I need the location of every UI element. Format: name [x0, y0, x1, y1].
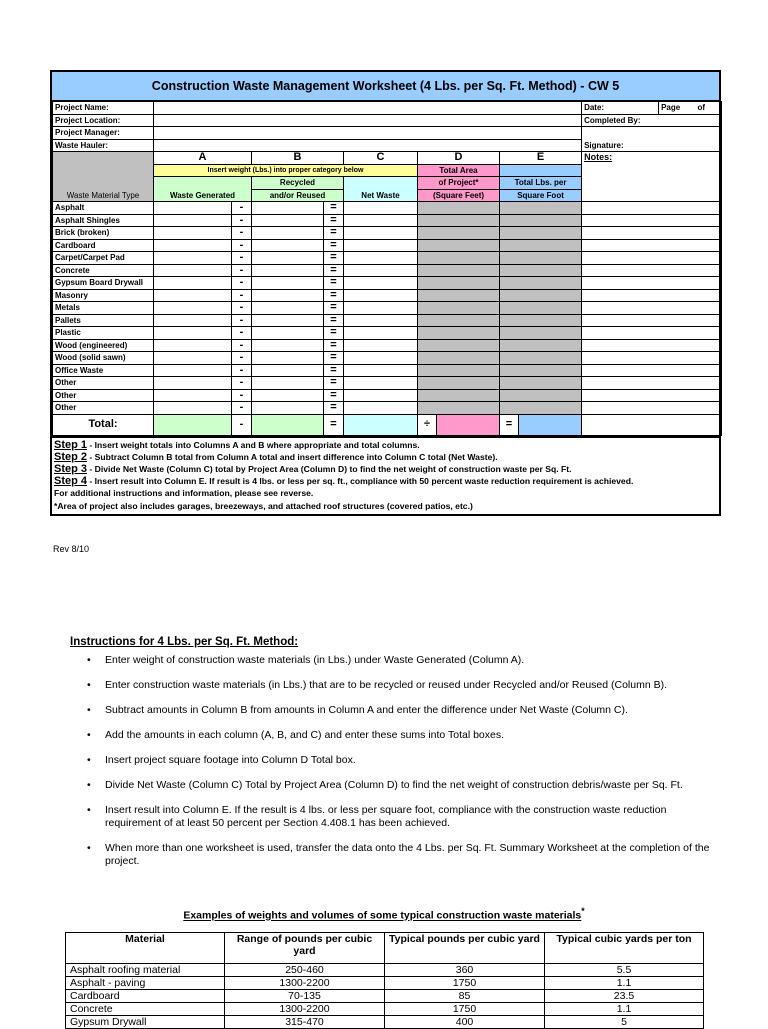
waste-material-type-header: Waste Material Type — [53, 152, 154, 202]
total-waste-generated[interactable] — [154, 414, 232, 435]
examples-row — [66, 1003, 704, 1016]
column-d-letter: D — [418, 152, 500, 165]
equals-sign: = — [324, 202, 344, 215]
waste-generated-cell[interactable] — [154, 302, 232, 315]
steps-section — [52, 436, 719, 514]
examples-cell: 23.5 — [545, 990, 704, 1003]
minus-sign: - — [232, 377, 252, 390]
minus-sign: - — [232, 339, 252, 352]
lbs-per-sqft-cell — [500, 227, 582, 240]
examples-cell: 85 — [385, 990, 545, 1003]
material-row — [53, 402, 722, 415]
notes-label: Notes: — [582, 152, 722, 202]
lbs-per-sqft-cell — [500, 327, 582, 340]
lbs-per-sqft-cell — [500, 377, 582, 390]
recycled-cell[interactable] — [252, 377, 324, 390]
notes-cell — [582, 302, 722, 315]
total-lbs-header-1: Total Lbs. per — [500, 177, 582, 190]
examples-cell: 1750 — [385, 977, 545, 990]
minus-sign: - — [232, 264, 252, 277]
recycled-cell[interactable] — [252, 252, 324, 265]
equals-sign: = — [324, 264, 344, 277]
minus-sign: - — [232, 227, 252, 240]
instruction-item: • Enter construction waste materials (in Lbs.) that are to be recycled or reused under Recycled and/or Reused (Column B). — [70, 679, 710, 692]
material-row — [53, 364, 722, 377]
recycled-cell[interactable] — [252, 389, 324, 402]
material-row — [53, 239, 722, 252]
project-manager-label: Project Manager: — [53, 127, 154, 140]
minus-sign: - — [232, 302, 252, 315]
examples-cell: Asphalt roofing material — [66, 964, 225, 977]
equals-sign: = — [324, 277, 344, 290]
examples-cell: Asphalt - paving — [66, 977, 225, 990]
area-cell — [418, 227, 500, 240]
material-name: Plastic — [53, 327, 154, 340]
project-manager-field[interactable] — [154, 127, 582, 140]
column-a-letter: A — [154, 152, 252, 165]
examples-cell: Concrete — [66, 1003, 225, 1016]
equals-sign: = — [324, 239, 344, 252]
equals-sign: = — [324, 364, 344, 377]
notes-cell — [582, 377, 722, 390]
instruction-item: • Insert project square footage into Column D Total box. — [70, 754, 710, 767]
notes-cell — [582, 352, 722, 365]
net-waste-cell[interactable] — [344, 264, 418, 277]
net-waste-cell[interactable] — [344, 289, 418, 302]
net-waste-cell[interactable] — [344, 227, 418, 240]
step-2: Step 2 - Subtract Column B total from Column A total and insert difference into Column C total (Net Waste). — [54, 450, 498, 463]
step-3: Step 3 - Divide Net Waste (Column C) total by Project Area (Column D) to find the net weight of construction waste per Sq. Ft. — [54, 462, 572, 475]
equals-sign: = — [324, 214, 344, 227]
step-1: Step 1 - Insert weight totals into Columns A and B where appropriate and total columns. — [54, 438, 420, 451]
net-waste-cell[interactable] — [344, 352, 418, 365]
notes-cell — [582, 252, 722, 265]
material-name: Wood (engineered) — [53, 339, 154, 352]
waste-generated-cell[interactable] — [154, 352, 232, 365]
waste-generated-header: Waste Generated — [154, 177, 252, 202]
net-waste-cell[interactable] — [344, 364, 418, 377]
recycled-cell[interactable] — [252, 327, 324, 340]
material-name: Gypsum Board Drywall — [53, 277, 154, 290]
column-b-letter: B — [252, 152, 344, 165]
total-label: Total: — [53, 414, 154, 435]
total-lbs-header-2: Square Foot — [500, 189, 582, 202]
total-area-header-1: Total Area — [418, 164, 500, 177]
examples-cell: 70-135 — [225, 990, 385, 1003]
notes-cell — [582, 227, 722, 240]
worksheet-grid — [52, 101, 722, 436]
material-name: Brick (broken) — [53, 227, 154, 240]
equals-sign: = — [324, 352, 344, 365]
waste-generated-cell[interactable] — [154, 402, 232, 415]
material-row — [53, 377, 722, 390]
material-name: Other — [53, 389, 154, 402]
project-name-field[interactable] — [154, 102, 582, 115]
material-name: Carpet/Carpet Pad — [53, 252, 154, 265]
lbs-per-sqft-cell — [500, 252, 582, 265]
instructions-heading: Instructions for 4 Lbs. per Sq. Ft. Method: — [70, 636, 299, 648]
material-row — [53, 314, 722, 327]
material-row — [53, 289, 722, 302]
insert-weight-instruction: Insert weight (Lbs.) into proper category below — [154, 164, 418, 177]
recycled-cell[interactable] — [252, 214, 324, 227]
lbs-per-sqft-cell — [500, 264, 582, 277]
minus-sign: - — [232, 277, 252, 290]
area-cell — [418, 352, 500, 365]
date-label: Date: — [582, 102, 659, 114]
material-row — [53, 389, 722, 402]
notes-cell — [582, 327, 722, 340]
recycled-cell[interactable] — [252, 277, 324, 290]
net-waste-cell[interactable] — [344, 389, 418, 402]
area-cell — [418, 327, 500, 340]
minus-sign: - — [232, 389, 252, 402]
lbs-per-sqft-cell — [500, 364, 582, 377]
material-name: Asphalt Shingles — [53, 214, 154, 227]
notes-cell — [582, 264, 722, 277]
page-label: Page — [661, 103, 681, 112]
instruction-item: • Enter weight of construction waste materials (in Lbs.) under Waste Generated (Column A). — [70, 654, 710, 667]
examples-cell: 250-460 — [225, 964, 385, 977]
examples-cell: Cardboard — [66, 990, 225, 1003]
area-cell — [418, 339, 500, 352]
waste-generated-cell[interactable] — [154, 214, 232, 227]
minus-sign: - — [232, 202, 252, 215]
area-cell — [418, 214, 500, 227]
waste-generated-cell[interactable] — [154, 314, 232, 327]
total-equals-sign: = — [324, 414, 344, 435]
waste-generated-cell[interactable] — [154, 364, 232, 377]
examples-cell: 360 — [385, 964, 545, 977]
result-equals-sign: = — [500, 415, 519, 435]
examples-header-cell: Material — [66, 933, 225, 964]
notes-cell — [582, 389, 722, 402]
area-cell — [418, 364, 500, 377]
notes-cell — [582, 402, 722, 415]
worksheet — [50, 70, 721, 516]
total-area-header-2: of Project* — [418, 177, 500, 190]
lbs-per-sqft-cell — [500, 339, 582, 352]
area-cell — [418, 202, 500, 215]
examples-cell: 1300-2200 — [225, 1003, 385, 1016]
instruction-item: • Divide Net Waste (Column C) Total by Project Area (Column D) to find the net weight of construction debris/waste per Sq. Ft. — [70, 779, 710, 792]
examples-header-cell: Typical cubic yards per ton — [545, 933, 704, 964]
waste-generated-cell[interactable] — [154, 377, 232, 390]
equals-sign: = — [324, 327, 344, 340]
equals-sign: = — [324, 402, 344, 415]
area-cell — [418, 264, 500, 277]
examples-cell: 1.1 — [545, 977, 704, 990]
net-waste-cell[interactable] — [344, 214, 418, 227]
examples-heading: Examples of weights and volumes of some typical construction waste materials* — [183, 906, 585, 922]
area-cell — [418, 402, 500, 415]
material-row — [53, 277, 722, 290]
material-row — [53, 252, 722, 265]
notes-cell — [582, 202, 722, 215]
recycled-cell[interactable] — [252, 339, 324, 352]
waste-generated-cell[interactable] — [154, 389, 232, 402]
step-4: Step 4 - Insert result into Column E. If result is 4 lbs. or less per sq. ft., compliance with 50 percent waste reduction requirement is achieved. — [54, 475, 634, 488]
waste-generated-cell[interactable] — [154, 202, 232, 215]
lbs-per-sqft-cell — [500, 214, 582, 227]
material-row — [53, 264, 722, 277]
minus-sign: - — [232, 327, 252, 340]
revision-label: Rev 8/10 — [53, 544, 90, 554]
examples-row — [66, 977, 704, 990]
minus-sign: - — [232, 252, 252, 265]
lbs-per-sqft-cell — [500, 202, 582, 215]
examples-cell: 315-470 — [225, 1016, 385, 1029]
examples-row — [66, 1016, 704, 1029]
examples-row — [66, 964, 704, 977]
instruction-item: • When more than one worksheet is used, transfer the data onto the 4 Lbs. per Sq. Ft. Summary Worksheet at the completion of the project. — [70, 842, 710, 868]
material-row — [53, 352, 722, 365]
lbs-per-sqft-cell — [500, 389, 582, 402]
material-name: Asphalt — [53, 202, 154, 215]
recycled-cell[interactable] — [252, 314, 324, 327]
material-row — [53, 339, 722, 352]
project-name-label: Project Name: — [53, 102, 154, 115]
notes-cell — [582, 364, 722, 377]
minus-sign: - — [232, 352, 252, 365]
examples-table — [65, 932, 704, 1029]
instruction-item: • Add the amounts in each column (A, B, and C) and enter these sums into Total boxes. — [70, 729, 710, 742]
instruction-item: • Insert result into Column E. If the result is 4 lbs. or less per square foot, compliance with the construction waste reduction requirement of at least 50 percent per Section 4.408.1 has been achieved. — [70, 804, 710, 830]
recycled-cell[interactable] — [252, 227, 324, 240]
area-footnote: *Area of project also includes garages, breezeways, and attached roof structures (covered patios, etc.) — [54, 500, 473, 511]
column-e-letter: E — [500, 152, 582, 165]
minus-sign: - — [232, 214, 252, 227]
area-cell — [418, 314, 500, 327]
waste-generated-cell[interactable] — [154, 264, 232, 277]
material-name: Pallets — [53, 314, 154, 327]
material-row — [53, 302, 722, 315]
material-name: Other — [53, 402, 154, 415]
equals-sign: = — [324, 314, 344, 327]
examples-header-cell: Range of pounds per cubic yard — [225, 933, 385, 964]
examples-cell: 400 — [385, 1016, 545, 1029]
equals-sign: = — [324, 339, 344, 352]
material-name: Other — [53, 377, 154, 390]
notes-cell — [582, 314, 722, 327]
area-cell — [418, 252, 500, 265]
material-row — [53, 327, 722, 340]
column-c-letter: C — [344, 152, 418, 165]
lbs-per-sqft-cell — [500, 402, 582, 415]
area-cell — [418, 239, 500, 252]
recycled-cell[interactable] — [252, 289, 324, 302]
waste-hauler-field[interactable] — [154, 139, 582, 152]
waste-generated-cell[interactable] — [154, 227, 232, 240]
completed-by-label: Completed By: — [582, 114, 722, 127]
recycled-header-1: Recycled — [252, 177, 344, 190]
recycled-cell[interactable] — [252, 352, 324, 365]
net-waste-cell[interactable] — [344, 402, 418, 415]
lbs-per-sqft-cell — [500, 277, 582, 290]
total-net-waste[interactable] — [344, 414, 418, 435]
equals-sign: = — [324, 377, 344, 390]
net-waste-cell[interactable] — [344, 377, 418, 390]
examples-header-cell: Typical pounds per cubic yard — [385, 933, 545, 964]
waste-hauler-label: Waste Hauler: — [53, 139, 154, 152]
notes-cell — [582, 277, 722, 290]
examples-cell: Gypsum Drywall — [66, 1016, 225, 1029]
instruction-item: • Subtract amounts in Column B from amounts in Column A and enter the difference under Net Waste (Column C). — [70, 704, 710, 717]
material-name: Wood (solid sawn) — [53, 352, 154, 365]
waste-generated-cell[interactable] — [154, 327, 232, 340]
project-location-field[interactable] — [154, 114, 582, 127]
signature-label: Signature: — [582, 127, 722, 152]
total-minus-sign: - — [232, 414, 252, 435]
equals-sign: = — [324, 389, 344, 402]
area-cell — [418, 302, 500, 315]
project-location-label: Project Location: — [53, 114, 154, 127]
recycled-header-2: and/or Reused — [252, 189, 344, 202]
area-cell — [418, 377, 500, 390]
recycled-cell[interactable] — [252, 239, 324, 252]
recycled-cell[interactable] — [252, 302, 324, 315]
material-row — [53, 214, 722, 227]
net-waste-cell[interactable] — [344, 277, 418, 290]
lbs-per-sqft-cell — [500, 289, 582, 302]
equals-sign: = — [324, 227, 344, 240]
recycled-cell[interactable] — [252, 202, 324, 215]
worksheet-title: Construction Waste Management Worksheet (4 Lbs. per Sq. Ft. Method) - CW 5 — [52, 72, 719, 101]
total-recycled[interactable] — [252, 414, 324, 435]
material-name: Metals — [53, 302, 154, 315]
waste-generated-cell[interactable] — [154, 339, 232, 352]
equals-sign: = — [324, 289, 344, 302]
material-row — [53, 202, 722, 215]
examples-row — [66, 990, 704, 1003]
equals-sign: = — [324, 252, 344, 265]
recycled-cell[interactable] — [252, 364, 324, 377]
examples-cell: 5.5 — [545, 964, 704, 977]
net-waste-cell[interactable] — [344, 239, 418, 252]
waste-generated-cell[interactable] — [154, 239, 232, 252]
material-name: Concrete — [53, 264, 154, 277]
recycled-cell[interactable] — [252, 402, 324, 415]
examples-cell: 5 — [545, 1016, 704, 1029]
net-waste-cell[interactable] — [344, 339, 418, 352]
total-lbs-per-sq-ft[interactable] — [519, 415, 581, 435]
total-project-area[interactable] — [437, 415, 499, 435]
net-waste-cell[interactable] — [344, 202, 418, 215]
examples-header-row — [66, 933, 704, 964]
minus-sign: - — [232, 289, 252, 302]
lbs-per-sqft-cell — [500, 314, 582, 327]
net-waste-cell[interactable] — [344, 252, 418, 265]
area-cell — [418, 289, 500, 302]
material-name: Office Waste — [53, 364, 154, 377]
notes-cell — [582, 339, 722, 352]
lbs-per-sqft-cell — [500, 302, 582, 315]
examples-cell: 1.1 — [545, 1003, 704, 1016]
net-waste-header: Net Waste — [344, 177, 418, 202]
notes-cell — [582, 239, 722, 252]
total-area-header-3: (Square Feet) — [418, 189, 500, 202]
notes-cell — [582, 289, 722, 302]
waste-generated-cell[interactable] — [154, 289, 232, 302]
examples-cell: 1300-2200 — [225, 977, 385, 990]
notes-cell — [582, 214, 722, 227]
examples-cell: 1750 — [385, 1003, 545, 1016]
equals-sign: = — [324, 302, 344, 315]
area-cell — [418, 389, 500, 402]
material-name: Cardboard — [53, 239, 154, 252]
instructions-list — [70, 654, 710, 880]
minus-sign: - — [232, 239, 252, 252]
net-waste-cell[interactable] — [344, 327, 418, 340]
minus-sign: - — [232, 402, 252, 415]
minus-sign: - — [232, 364, 252, 377]
waste-generated-cell[interactable] — [154, 252, 232, 265]
waste-generated-cell[interactable] — [154, 277, 232, 290]
area-cell — [418, 277, 500, 290]
lbs-per-sqft-cell — [500, 352, 582, 365]
additional-instructions-note: For additional instructions and information, please see reverse. — [54, 488, 314, 499]
minus-sign: - — [232, 314, 252, 327]
lbs-per-sqft-cell — [500, 239, 582, 252]
recycled-cell[interactable] — [252, 264, 324, 277]
divide-sign: ÷ — [418, 415, 437, 435]
material-row — [53, 227, 722, 240]
net-waste-cell[interactable] — [344, 314, 418, 327]
material-name: Masonry — [53, 289, 154, 302]
net-waste-cell[interactable] — [344, 302, 418, 315]
of-label: of — [697, 103, 706, 112]
